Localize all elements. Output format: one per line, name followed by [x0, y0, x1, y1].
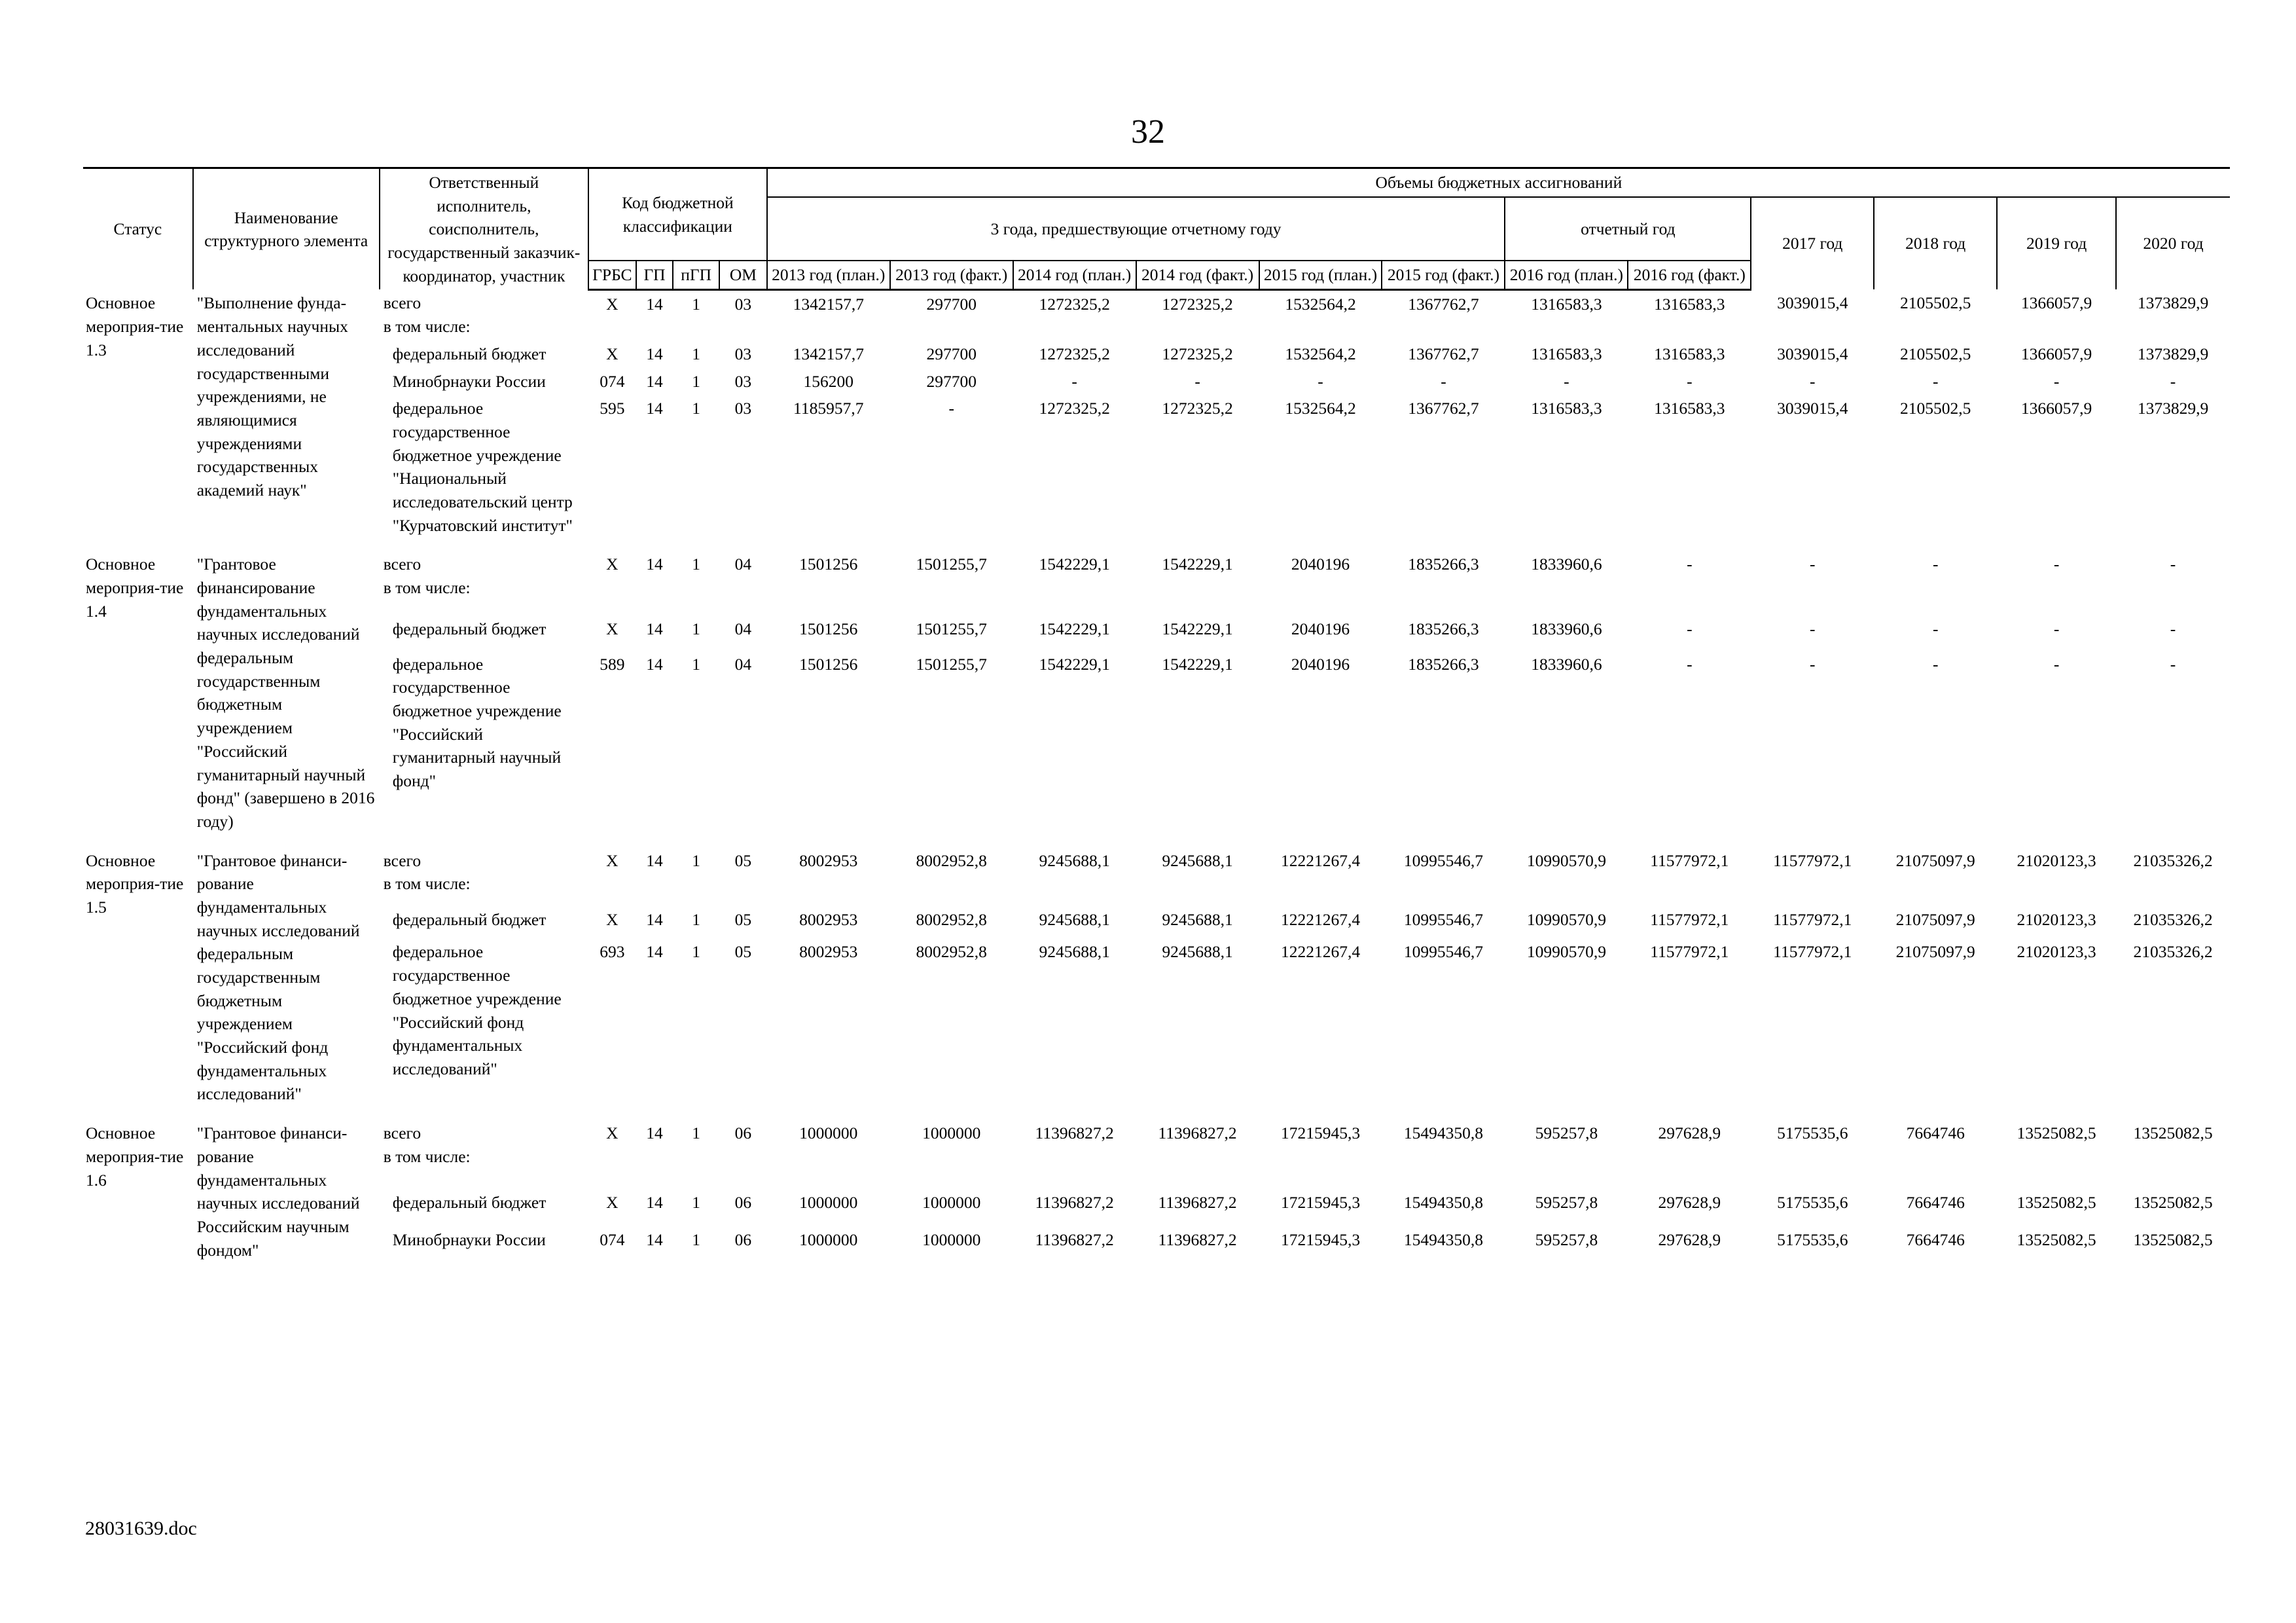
section-status: Основное мероприя-тие 1.5	[86, 850, 184, 917]
executor-label: всего	[383, 850, 422, 870]
header-code-grbs: ГРБС	[588, 261, 636, 289]
value-cell: -	[2170, 654, 2176, 674]
value-cell: 1000000	[922, 1123, 981, 1143]
value-cell: 9245688,1	[1039, 942, 1110, 962]
value-cell: 1373829,9	[2137, 293, 2209, 313]
value-cell: 2105502,5	[1900, 399, 1971, 418]
table-row	[83, 906, 2230, 938]
header-year-2013-fact: 2013 год (факт.)	[890, 261, 1013, 289]
value-cell: -	[1441, 371, 1446, 391]
value-cell: -	[1318, 371, 1323, 391]
code-om: 04	[734, 654, 752, 674]
table-body	[83, 289, 2230, 1264]
section-spacer	[83, 539, 2230, 551]
code-om: 04	[734, 555, 752, 574]
code-om: 03	[734, 371, 752, 391]
table-row	[83, 938, 2230, 1108]
value-cell: 1501255,7	[916, 555, 987, 574]
value-cell: 15494350,8	[1403, 1123, 1483, 1143]
code-gp: 14	[646, 344, 663, 363]
value-cell: -	[1810, 555, 1816, 574]
header-year-2019: 2019 год	[1997, 197, 2116, 290]
value-cell: 1833960,6	[1531, 654, 1602, 674]
row-executor	[380, 615, 588, 650]
table-row	[83, 1226, 2230, 1264]
value-cell: 1532564,2	[1285, 344, 1356, 363]
value-cell: 2105502,5	[1900, 293, 1971, 313]
header-year-2016-plan: 2016 год (план.)	[1505, 261, 1628, 289]
value-cell: 1000000	[922, 1230, 981, 1250]
budget-allocation-table	[83, 167, 2230, 1264]
value-cell: 12221267,4	[1280, 850, 1361, 870]
executor-label: федеральное государственное бюджетное учреждение "Российский фонд фундаментальных исследований"	[392, 942, 562, 1078]
value-cell: 1501255,7	[916, 654, 987, 674]
row-executor	[380, 551, 588, 615]
code-om: 03	[734, 344, 752, 363]
value-cell: 1542229,1	[1039, 555, 1110, 574]
value-cell: 5175535,6	[1777, 1123, 1848, 1143]
value-cell: 1316583,3	[1531, 399, 1602, 418]
section-name: "Грантовое финансирование фундаментальных научных исследований федеральным государственным бюджетным учреждением "Российский гуманитарный научный фонд" (завершено в 2016 году)	[196, 555, 375, 831]
value-cell: 1272325,2	[1039, 344, 1110, 363]
value-cell: 12221267,4	[1280, 942, 1361, 962]
header-budget-code: Код бюджетной классификации	[588, 168, 767, 261]
value-cell: -	[1071, 371, 1077, 391]
value-cell: 8002952,8	[916, 850, 987, 870]
executor-label: федеральный бюджет	[392, 619, 547, 639]
value-cell: -	[2053, 371, 2060, 391]
code-om: 04	[734, 619, 752, 639]
value-cell: 21035326,2	[2133, 850, 2213, 870]
value-cell: 8002953	[799, 850, 858, 870]
value-cell: 9245688,1	[1039, 850, 1110, 870]
code-om: 03	[734, 294, 752, 314]
executor-sublabel: в том числе:	[383, 874, 471, 894]
value-cell: 1532564,2	[1285, 399, 1356, 418]
value-cell: 8002953	[799, 942, 858, 962]
table-row	[83, 368, 2230, 395]
value-cell: 1542229,1	[1162, 619, 1233, 639]
value-cell: 1501256	[799, 654, 858, 674]
value-cell: 21020123,3	[2017, 850, 2096, 870]
code-gp: 14	[646, 555, 663, 574]
section-status: Основное мероприя-тие 1.3	[86, 293, 184, 359]
header-prev-years: 3 года, предшествующие отчетному году	[767, 197, 1505, 261]
code-gp: 14	[646, 1193, 663, 1213]
value-cell: 8002952,8	[916, 942, 987, 962]
value-cell: 1000000	[799, 1123, 858, 1143]
value-cell: 21035326,2	[2133, 942, 2213, 962]
executor-label: всего	[383, 555, 422, 574]
value-cell: 11577972,1	[1650, 942, 1729, 962]
executor-label: федеральный бюджет	[392, 344, 547, 363]
code-pgp: 1	[692, 850, 701, 870]
value-cell: 8002953	[799, 910, 858, 930]
executor-label: федеральное государственное бюджетное учреждение "Национальный исследовательский центр "Курчатовский институт"	[392, 399, 573, 535]
code-gp: 14	[646, 942, 663, 962]
table-row	[83, 1120, 2230, 1189]
executor-label: всего	[383, 1123, 422, 1143]
code-om: 05	[734, 910, 752, 930]
row-executor	[380, 368, 588, 395]
value-cell: 297700	[926, 371, 977, 391]
value-cell: 1316583,3	[1654, 399, 1725, 418]
header-year-2015-plan: 2015 год (план.)	[1259, 261, 1382, 289]
value-cell: 1316583,3	[1531, 344, 1602, 363]
value-cell: -	[2053, 555, 2060, 574]
table-row	[83, 395, 2230, 539]
value-cell: 15494350,8	[1403, 1230, 1483, 1250]
code-gp: 14	[646, 1123, 663, 1143]
header-code-gp: ГП	[636, 261, 673, 289]
value-cell: 13525082,5	[2133, 1123, 2213, 1143]
code-grbs: 693	[600, 942, 625, 962]
section-status: Основное мероприя-тие 1.4	[86, 555, 184, 621]
code-pgp: 1	[692, 1123, 701, 1143]
value-cell: 1185957,7	[793, 399, 864, 418]
value-cell: 1542229,1	[1162, 654, 1233, 674]
value-cell: 11396827,2	[1035, 1230, 1114, 1250]
row-executor	[380, 938, 588, 1108]
value-cell: 1000000	[799, 1193, 858, 1213]
value-cell: -	[2170, 619, 2176, 639]
value-cell: 10995546,7	[1403, 850, 1483, 870]
header-year-2014-plan: 2014 год (план.)	[1013, 261, 1136, 289]
value-cell: 2105502,5	[1900, 344, 1971, 363]
value-cell: 1366057,9	[2020, 293, 2092, 313]
code-om: 06	[734, 1123, 752, 1143]
value-cell: -	[1687, 555, 1693, 574]
value-cell: -	[1810, 371, 1816, 391]
table-header	[83, 168, 2230, 290]
section-status: Основное мероприя-тие 1.6	[86, 1123, 184, 1190]
value-cell: 11396827,2	[1158, 1230, 1237, 1250]
value-cell: 21020123,3	[2017, 942, 2096, 962]
code-pgp: 1	[692, 942, 701, 962]
table-row	[83, 340, 2230, 368]
spacer-cell	[83, 1108, 2230, 1120]
value-cell: 5175535,6	[1777, 1230, 1848, 1250]
row-executor	[380, 651, 588, 835]
value-cell: 297628,9	[1658, 1123, 1721, 1143]
value-cell: -	[1810, 619, 1816, 639]
section-spacer	[83, 835, 2230, 847]
code-grbs: Х	[606, 344, 619, 363]
header-status: Статус	[83, 168, 193, 290]
value-cell: 1833960,6	[1531, 619, 1602, 639]
row-executor	[380, 847, 588, 907]
value-cell: 1366057,9	[2020, 399, 2092, 418]
code-gp: 14	[646, 654, 663, 674]
row-executor	[380, 395, 588, 539]
value-cell: 8002952,8	[916, 910, 987, 930]
table-row	[83, 1189, 2230, 1226]
value-cell: 1532564,2	[1285, 294, 1356, 314]
value-cell: 13525082,5	[2017, 1123, 2096, 1143]
table-row	[83, 551, 2230, 615]
code-om: 05	[734, 942, 752, 962]
value-cell: -	[1810, 654, 1816, 674]
value-cell: -	[2053, 619, 2060, 639]
table-row	[83, 651, 2230, 835]
table-row	[83, 615, 2230, 650]
value-cell: 13525082,5	[2017, 1230, 2096, 1250]
code-om: 05	[734, 850, 752, 870]
row-executor	[380, 1120, 588, 1189]
value-cell: 3039015,4	[1777, 399, 1848, 418]
code-om: 06	[734, 1193, 752, 1213]
value-cell: 15494350,8	[1403, 1193, 1483, 1213]
code-gp: 14	[646, 399, 663, 418]
value-cell: 11396827,2	[1035, 1123, 1114, 1143]
value-cell: 1000000	[799, 1230, 858, 1250]
value-cell: 1342157,7	[793, 294, 864, 314]
code-grbs: Х	[606, 294, 619, 314]
value-cell: 21035326,2	[2133, 910, 2213, 930]
value-cell: 1501256	[799, 555, 858, 574]
header-year-2018: 2018 год	[1874, 197, 1997, 290]
value-cell: 9245688,1	[1162, 942, 1233, 962]
header-year-2017: 2017 год	[1751, 197, 1874, 290]
value-cell: 11396827,2	[1158, 1193, 1237, 1213]
value-cell: 1542229,1	[1039, 654, 1110, 674]
code-pgp: 1	[692, 555, 701, 574]
executor-label: федеральный бюджет	[392, 1193, 547, 1213]
code-grbs: 595	[600, 399, 625, 418]
value-cell: 1373829,9	[2137, 344, 2209, 363]
code-gp: 14	[646, 294, 663, 314]
code-gp: 14	[646, 1230, 663, 1250]
value-cell: 1367762,7	[1408, 399, 1479, 418]
value-cell: 1542229,1	[1162, 555, 1233, 574]
value-cell: -	[1564, 371, 1570, 391]
header-year-2020: 2020 год	[2116, 197, 2230, 290]
row-executor	[380, 340, 588, 368]
value-cell: 11577972,1	[1773, 850, 1852, 870]
value-cell: 1367762,7	[1408, 344, 1479, 363]
value-cell: 1272325,2	[1039, 294, 1110, 314]
value-cell: 1316583,3	[1531, 294, 1602, 314]
executor-label: Минобрнауки России	[392, 371, 546, 391]
section-name: "Выполнение фунда-ментальных научных исследований государственными учреждениями, не являющимися учреждениями государственных академий наук"	[196, 293, 348, 500]
executor-label: федеральное государственное бюджетное учреждение "Российский гуманитарный научный фонд"	[392, 654, 562, 791]
spacer-cell	[83, 835, 2230, 847]
value-cell: 1000000	[922, 1193, 981, 1213]
value-cell: 2040196	[1291, 555, 1350, 574]
code-pgp: 1	[692, 371, 701, 391]
spacer-cell	[83, 539, 2230, 551]
value-cell: 11396827,2	[1035, 1193, 1114, 1213]
code-pgp: 1	[692, 1193, 701, 1213]
value-cell: 1272325,2	[1162, 399, 1233, 418]
value-cell: 1272325,2	[1039, 399, 1110, 418]
code-gp: 14	[646, 910, 663, 930]
code-pgp: 1	[692, 294, 701, 314]
value-cell: 1501256	[799, 619, 858, 639]
value-cell: -	[1194, 371, 1200, 391]
value-cell: 10990570,9	[1526, 850, 1606, 870]
executor-sublabel: в том числе:	[383, 317, 471, 337]
value-cell: 17215945,3	[1280, 1193, 1361, 1213]
value-cell: 11577972,1	[1650, 850, 1729, 870]
value-cell: 297700	[926, 294, 977, 314]
executor-label: федеральный бюджет	[392, 910, 547, 930]
code-grbs: Х	[606, 910, 619, 930]
code-pgp: 1	[692, 344, 701, 363]
header-year-2014-fact: 2014 год (факт.)	[1136, 261, 1259, 289]
value-cell: 3039015,4	[1777, 293, 1848, 313]
section-spacer	[83, 1108, 2230, 1120]
header-code-pgp: пГП	[673, 261, 719, 289]
value-cell: 1542229,1	[1039, 619, 1110, 639]
value-cell: 7664746	[1906, 1193, 1965, 1213]
code-om: 03	[734, 399, 752, 418]
executor-label: всего	[383, 293, 422, 313]
code-gp: 14	[646, 619, 663, 639]
value-cell: 11577972,1	[1773, 942, 1852, 962]
header-executor: Ответственный исполнитель, соисполнитель, государственный заказчик-координатор, участник	[380, 168, 588, 290]
executor-sublabel: в том числе:	[383, 1146, 471, 1166]
value-cell: -	[1687, 371, 1693, 391]
value-cell: 595257,8	[1535, 1123, 1598, 1143]
value-cell: -	[1932, 371, 1939, 391]
value-cell: 10995546,7	[1403, 910, 1483, 930]
value-cell: 1342157,7	[793, 344, 864, 363]
section-name: "Грантовое финанси-рование фундаментальных научных исследований федеральным государственным бюджетным учреждением "Российский фонд фундаментальных исследований"	[196, 850, 360, 1104]
value-cell: 297628,9	[1658, 1230, 1721, 1250]
value-cell: 17215945,3	[1280, 1123, 1361, 1143]
code-pgp: 1	[692, 654, 701, 674]
header-year-2016-fact: 2016 год (факт.)	[1628, 261, 1751, 289]
row-executor	[380, 906, 588, 938]
header-code-om: ОМ	[719, 261, 767, 289]
header-report-year: отчетный год	[1505, 197, 1751, 261]
value-cell: 1316583,3	[1654, 344, 1725, 363]
value-cell: -	[1932, 619, 1939, 639]
code-pgp: 1	[692, 399, 701, 418]
value-cell: 595257,8	[1535, 1193, 1598, 1213]
value-cell: 11577972,1	[1650, 910, 1729, 930]
value-cell: -	[1687, 654, 1693, 674]
value-cell: 11396827,2	[1158, 1123, 1237, 1143]
value-cell: 17215945,3	[1280, 1230, 1361, 1250]
value-cell: 595257,8	[1535, 1230, 1598, 1250]
value-cell: 9245688,1	[1039, 910, 1110, 930]
page-number: 32	[1131, 113, 1165, 151]
value-cell: 1835266,3	[1408, 654, 1479, 674]
code-gp: 14	[646, 371, 663, 391]
code-pgp: 1	[692, 910, 701, 930]
value-cell: 5175535,6	[1777, 1193, 1848, 1213]
code-grbs: 074	[600, 1230, 625, 1250]
code-om: 06	[734, 1230, 752, 1250]
value-cell: 13525082,5	[2133, 1193, 2213, 1213]
value-cell: 10990570,9	[1526, 942, 1606, 962]
table-row	[83, 847, 2230, 907]
value-cell: 1272325,2	[1162, 344, 1233, 363]
value-cell: 1316583,3	[1654, 294, 1725, 314]
value-cell: 1501255,7	[916, 619, 987, 639]
code-gp: 14	[646, 850, 663, 870]
value-cell: -	[1932, 555, 1939, 574]
row-executor	[380, 1189, 588, 1226]
header-year-2015-fact: 2015 год (факт.)	[1382, 261, 1505, 289]
value-cell: 21075097,9	[1895, 850, 1975, 870]
code-grbs: Х	[606, 1123, 619, 1143]
value-cell: 12221267,4	[1280, 910, 1361, 930]
value-cell: 13525082,5	[2133, 1230, 2213, 1250]
value-cell: -	[1687, 619, 1693, 639]
table-row	[83, 289, 2230, 340]
value-cell: 7664746	[1906, 1123, 1965, 1143]
value-cell: 1373829,9	[2137, 399, 2209, 418]
value-cell: -	[2053, 654, 2060, 674]
value-cell: 156200	[803, 371, 853, 391]
value-cell: 9245688,1	[1162, 850, 1233, 870]
code-grbs: 074	[600, 371, 625, 391]
value-cell: -	[2170, 555, 2176, 574]
value-cell: 10990570,9	[1526, 910, 1606, 930]
code-grbs: Х	[606, 850, 619, 870]
value-cell: 2040196	[1291, 619, 1350, 639]
value-cell: 1367762,7	[1408, 294, 1479, 314]
value-cell: 3039015,4	[1777, 344, 1848, 363]
value-cell: 2040196	[1291, 654, 1350, 674]
header-year-2013-plan: 2013 год (план.)	[767, 261, 890, 289]
row-executor	[380, 1226, 588, 1264]
value-cell: -	[1932, 654, 1939, 674]
value-cell: 10995546,7	[1403, 942, 1483, 962]
value-cell: -	[2170, 371, 2176, 391]
code-grbs: Х	[606, 619, 619, 639]
value-cell: 9245688,1	[1162, 910, 1233, 930]
value-cell: 1366057,9	[2020, 344, 2092, 363]
value-cell: -	[948, 399, 954, 418]
value-cell: 21075097,9	[1895, 910, 1975, 930]
code-pgp: 1	[692, 1230, 701, 1250]
executor-label: Минобрнауки России	[392, 1230, 546, 1250]
value-cell: 1272325,2	[1162, 294, 1233, 314]
executor-sublabel: в том числе:	[383, 578, 471, 597]
code-pgp: 1	[692, 619, 701, 639]
code-grbs: Х	[606, 1193, 619, 1213]
value-cell: 21075097,9	[1895, 942, 1975, 962]
code-grbs: Х	[606, 555, 619, 574]
section-name: "Грантовое финанси-рование фундаментальных научных исследований Российским научным фондом"	[196, 1123, 360, 1260]
value-cell: 297700	[926, 344, 977, 363]
document-reference: 28031639.doc	[85, 1518, 197, 1539]
code-grbs: 589	[600, 654, 625, 674]
value-cell: 1835266,3	[1408, 619, 1479, 639]
value-cell: 11577972,1	[1773, 910, 1852, 930]
value-cell: 1833960,6	[1531, 555, 1602, 574]
header-name: Наименование структурного элемента	[193, 168, 380, 290]
value-cell: 1835266,3	[1408, 555, 1479, 574]
value-cell: 13525082,5	[2017, 1193, 2096, 1213]
value-cell: 7664746	[1906, 1230, 1965, 1250]
value-cell: 21020123,3	[2017, 910, 2096, 930]
row-executor	[380, 289, 588, 340]
header-volumes: Объемы бюджетных ассигнований	[767, 168, 2230, 197]
value-cell: 297628,9	[1658, 1193, 1721, 1213]
